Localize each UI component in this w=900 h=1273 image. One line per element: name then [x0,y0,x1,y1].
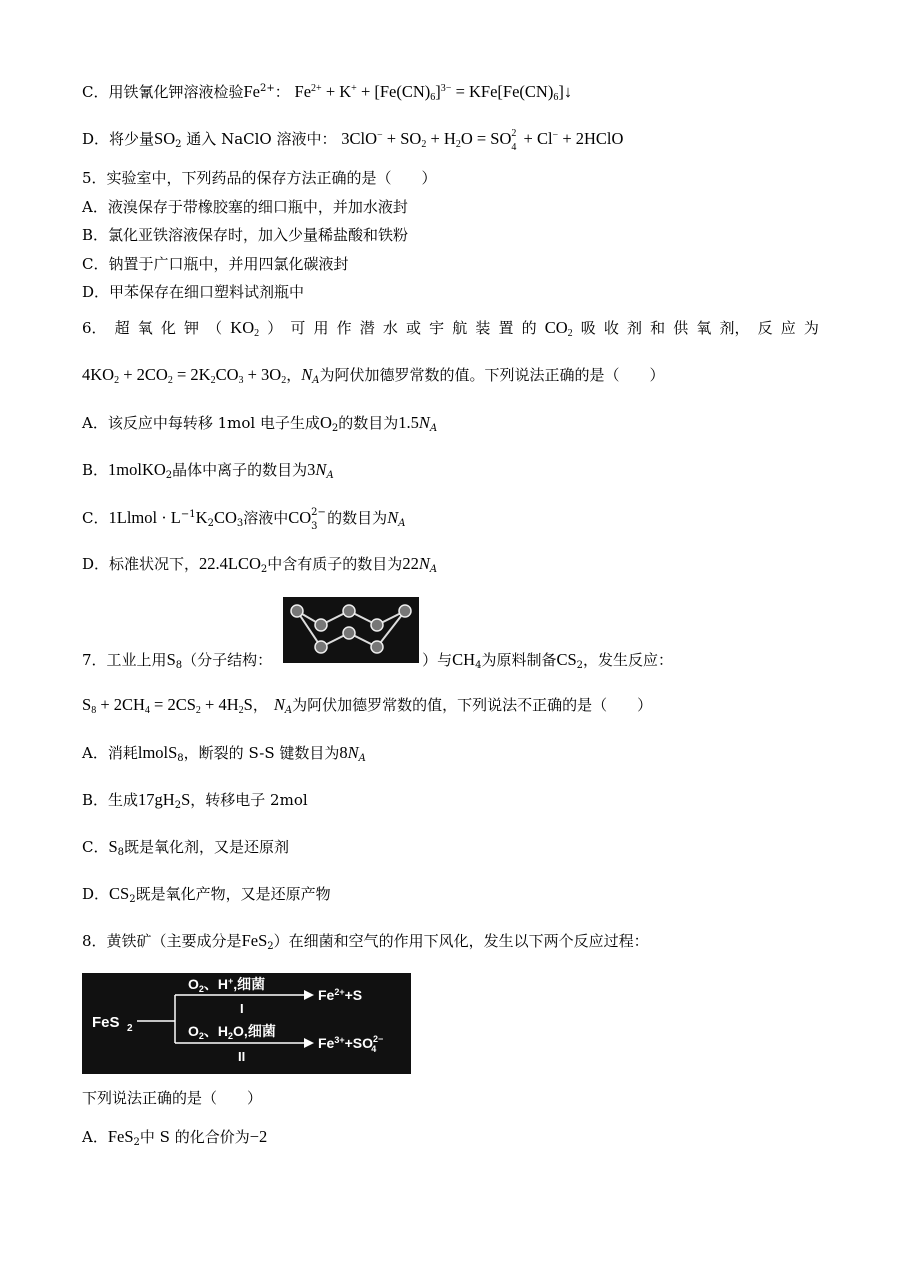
q5-option-d: D．甲苯保存在细口塑料试剂瓶中 [82,283,305,301]
svg-text:O2、H2O,细菌: $O_2$、$H_2O$,细菌 [188,1023,276,1041]
q8-stem: 8．黄铁矿（主要成分是FeS$_2$）在细菌和空气的作用下风化，发生以下两个反应过程： [82,931,649,952]
q6-option-b: B．1molKO$_2$晶体中离子的数目为$3N_A$ [82,460,334,481]
svg-text:II: II [238,1049,246,1064]
q7-option-c: C．$S_8$既是氧化剂，又是还原剂 [82,837,290,858]
q7-option-b: B．生成$17gH_2S$，转移电子 2mol [82,790,308,811]
q4-d-equation: $3ClO^- + SO_2 + H_2O$ = SO 2 4 + Cl− + 2HClO [341,128,624,153]
q6-option-c: C．1Llmol · $L^{-1}K_2CO_3$溶液中CO 2− 3 的数目为$N_A$ [82,507,406,532]
svg-text:Fe3++SO2−4: $Fe^{3+}+SO^{2-}$ 4 [318,1034,384,1054]
reaction-scheme-drawing [82,973,411,1074]
q7-option-a: A．消耗lmolS$_8$，断裂的 S-S 键数目为$8N_A$ [82,743,366,764]
svg-text:I: I [240,1001,244,1016]
q6-stem-line2: $4KO_2 + 2CO_2 = 2K_2CO_3 + 3O_2$，$N_A$为阿伏加德罗常数的值。下列说法正确的是（ ） [82,365,665,386]
svg-text:2: 2 [127,1023,133,1034]
q8-stem2: 下列说法正确的是（ ） [82,1089,263,1107]
q6-stem-line1: 6． 超 氧 化 钾 （ $KO_2$ ） 可 用 作 潜 水 或 宇 航 装 置 的 $CO_2$ 吸 收 剂 和 供 氧 剂， 反 应 为 [82,318,819,339]
q7-stem-line1: 7．工业上用$S_8$（分子结构： ）与$CH_4$为原料制备$CS_2$，发生反应： [82,650,674,671]
scheme-reactant: FeS [92,1014,120,1031]
q7-stem-line2: $S_8 + 2CH_4 = 2CS_2 + 4H_2S$， $N_A$为阿伏加德罗常数的值，下列说法不正确的是（ ） [82,695,653,716]
q8-option-a: A．FeS$_2$中 S 的化合价为−2 [82,1127,268,1148]
q6-option-a: A．该反应中每转移 1mol 电子生成$O_2$的数目为$1.5N_A$ [82,413,438,434]
q6-option-d: D．标准状况下，$22.4LCO_2$中含有质子的数目为$22N_A$ [82,554,438,575]
q4-c-equation: $Fe^{2+} + K^+ + [Fe(CN)_6]^{3-}$ = $KFe[Fe(CN)_6]↓$ [294,82,573,103]
svg-text:Fe2++S: $Fe^{2+}+S$ [318,987,363,1003]
q5-stem: 5．实验室中，下列药品的保存方法正确的是（ ） [82,169,437,187]
q4-option-c: C．用铁氰化钾溶液检验$Fe^{2+}$： $Fe^{2+} + K^+ + [Fe(CN)_6]^{3-}$ = $KFe[Fe(CN)_6]↓$ [82,82,573,103]
svg-text:O2、H+,细菌: $O_2$、H+,细菌 [188,976,266,994]
q5-option-a: A．液溴保存于带橡胶塞的细口瓶中，并加水液封 [82,198,408,216]
q6-equation: $4KO_2 + 2CO_2 = 2K_2CO_3 + 3O_2$ [82,365,287,386]
q5-option-b: B．氯化亚铁溶液保存时，加入少量稀盐酸和铁粉 [82,226,409,244]
fes2-reaction-scheme [82,973,411,1074]
q5-option-c: C．钠置于广口瓶中，并用四氯化碳液封 [82,255,349,273]
q7-option-d: D．$CS_2$既是氧化产物，又是还原产物 [82,884,331,905]
q7-equation: $S_8 + 2CH_4 = 2CS_2 + 4H_2S$ [82,695,253,716]
q4-option-d: D．将少量$SO_2$ 通入 NaClO 溶液中： $3ClO^- + SO_2 + H_2O$ = SO 2 4 + Cl− + 2HClO [82,128,624,153]
